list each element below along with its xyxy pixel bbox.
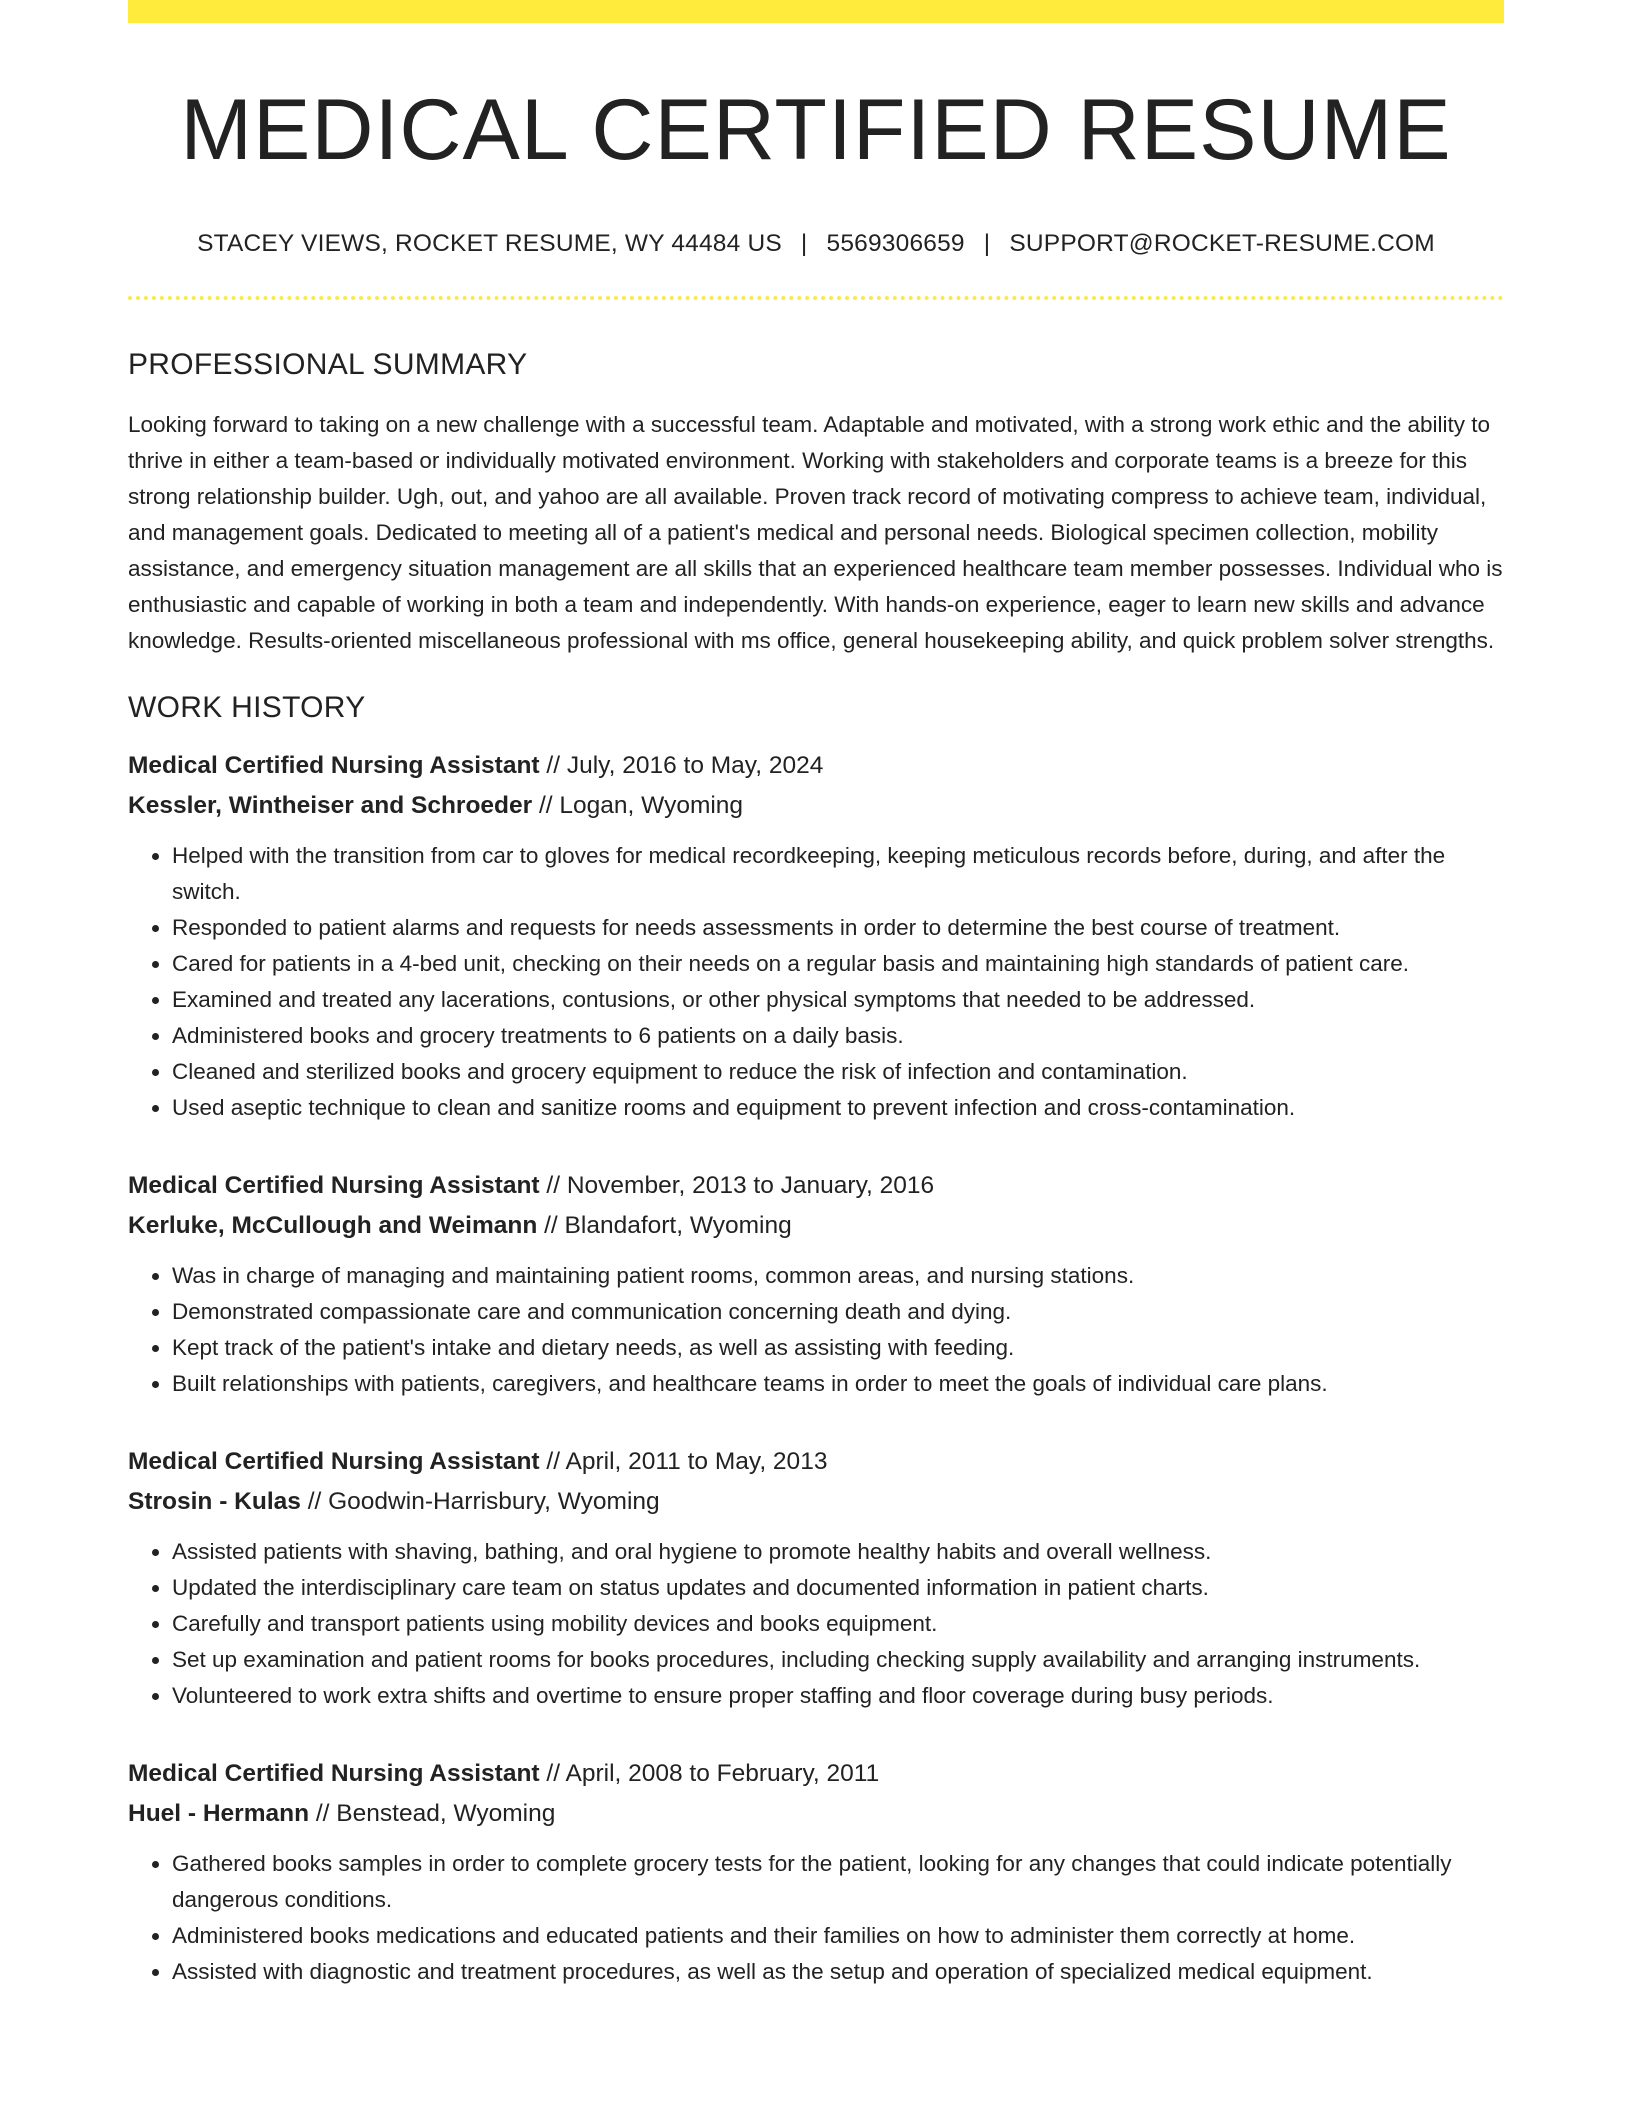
job-bullet: • Volunteered to work extra shifts and overtime to ensure proper staffing and floor coverage during busy periods. (172, 1678, 1504, 1714)
contact-separator: | (800, 230, 808, 258)
work-history-list (128, 746, 1504, 1990)
job-bullet: • Carefully and transport patients using mobility devices and books equipment. (172, 1606, 1504, 1642)
job-title: Medical Certified Nursing Assistant (128, 752, 540, 780)
job-title: Medical Certified Nursing Assistant (128, 1172, 540, 1200)
job-delimiter: // (532, 792, 560, 820)
dotted-divider (128, 296, 1504, 300)
job-location: Goodwin-Harrisbury, Wyoming (328, 1488, 660, 1516)
job-company: Kessler, Wintheiser and Schroeder (128, 792, 533, 820)
job-company: Huel - Hermann (128, 1800, 310, 1828)
job-company-line (128, 1206, 1504, 1246)
job-dates: April, 2011 to May, 2013 (565, 1448, 828, 1476)
job-bullet: • Assisted with diagnostic and treatment procedures, as well as the setup and operation of specialized medical equipment. (172, 1954, 1504, 1990)
job-title: Medical Certified Nursing Assistant (128, 1760, 540, 1788)
job-delimiter: // (539, 1172, 567, 1200)
accent-bar (128, 0, 1504, 23)
job-bullet: • Used aseptic technique to clean and sanitize rooms and equipment to prevent infection and cross-contamination. (172, 1090, 1504, 1126)
job-delimiter: // (537, 1212, 565, 1240)
job-entry (128, 1754, 1504, 1990)
job-bullet-list (128, 1534, 1504, 1714)
job-bullet: • Was in charge of managing and maintaining patient rooms, common areas, and nursing stations. (172, 1258, 1504, 1294)
job-bullet: • Set up examination and patient rooms for books procedures, including checking supply availability and arranging instruments. (172, 1642, 1504, 1678)
job-bullet: • Helped with the transition from car to gloves for medical recordkeeping, keeping meticulous records before, during, and after the switch. (172, 838, 1504, 910)
resume-title: MEDICAL CERTIFIED RESUME (180, 82, 1452, 178)
contact-phone: 5569306659 (826, 230, 965, 258)
job-title: Medical Certified Nursing Assistant (128, 1448, 540, 1476)
job-delimiter: // (539, 1448, 566, 1476)
job-bullet: • Cared for patients in a 4-bed unit, checking on their needs on a regular basis and maintaining high standards of patient care. (172, 946, 1504, 982)
job-bullet-list (128, 1846, 1504, 1990)
job-bullet: • Administered books medications and educated patients and their families on how to administer them correctly at home. (172, 1918, 1504, 1954)
contact-address: STACEY VIEWS, ROCKET RESUME, WY 44484 US (197, 230, 782, 258)
job-bullet: • Demonstrated compassionate care and communication concerning death and dying. (172, 1294, 1504, 1330)
job-title-line (128, 1166, 1504, 1206)
job-bullet: • Examined and treated any lacerations, contusions, or other physical symptoms that needed to be addressed. (172, 982, 1504, 1018)
job-bullet: • Cleaned and sterilized books and grocery equipment to reduce the risk of infection and contamination. (172, 1054, 1504, 1090)
job-bullet: • Assisted patients with shaving, bathing, and oral hygiene to promote healthy habits and overall wellness. (172, 1534, 1504, 1570)
summary-text: Looking forward to taking on a new challenge with a successful team. Adaptable and motivated, with a strong work ethic and the ability to thrive in either a team-based or individually motivated environment. Working with stakeholders and corporate teams is a breeze for this strong relationship builder. Ugh, out, and yahoo are all available. Proven track record of motivating compress to achieve team, individual, and management goals. Dedicated to meeting all of a patient's medical and personal needs. Biological specimen collection, mobility assistance, and emergency situation management are all skills that an experienced healthcare team member possesses. Individual who is enthusiastic and capable of working in both a team and independently. With hands-on experience, eager to learn new skills and advance knowledge. Results-oriented miscellaneous professional with ms office, general housekeeping ability, and quick problem solver strengths. (128, 412, 1503, 654)
job-bullet-list (128, 1258, 1504, 1402)
job-entry (128, 746, 1504, 1126)
resume-page (128, 0, 1504, 1990)
work-history-heading: WORK HISTORY (128, 691, 366, 725)
job-company-line (128, 786, 1504, 826)
job-delimiter: // (539, 1760, 566, 1788)
job-company: Strosin - Kulas (128, 1488, 301, 1516)
summary-heading: PROFESSIONAL SUMMARY (128, 348, 528, 382)
job-dates: April, 2008 to February, 2011 (565, 1760, 880, 1788)
job-bullet: • Gathered books samples in order to complete grocery tests for the patient, looking for any changes that could indicate potentially dangerous conditions. (172, 1846, 1504, 1918)
job-dates: November, 2013 to January, 2016 (566, 1172, 935, 1200)
contact-line (128, 230, 1504, 258)
contact-email: SUPPORT@ROCKET-RESUME.COM (1009, 230, 1435, 258)
job-delimiter: // (300, 1488, 329, 1516)
job-location: Benstead, Wyoming (336, 1800, 556, 1828)
job-title-line (128, 746, 1504, 786)
job-company-line (128, 1794, 1504, 1834)
job-company: Kerluke, McCullough and Weimann (128, 1212, 538, 1240)
job-title-line (128, 1442, 1504, 1482)
job-delimiter: // (309, 1800, 337, 1828)
job-entry (128, 1442, 1504, 1714)
job-bullet: • Updated the interdisciplinary care team on status updates and documented information in patient charts. (172, 1570, 1504, 1606)
job-location: Blandafort, Wyoming (564, 1212, 792, 1240)
job-bullet: • Responded to patient alarms and requests for needs assessments in order to determine the best course of treatment. (172, 910, 1504, 946)
job-delimiter: // (539, 752, 567, 780)
job-entry (128, 1166, 1504, 1402)
contact-separator: | (983, 230, 991, 258)
job-location: Logan, Wyoming (559, 792, 744, 820)
job-bullet: • Kept track of the patient's intake and dietary needs, as well as assisting with feeding. (172, 1330, 1504, 1366)
job-dates: July, 2016 to May, 2024 (566, 752, 824, 780)
job-company-line (128, 1482, 1504, 1522)
job-bullet: • Built relationships with patients, caregivers, and healthcare teams in order to meet the goals of individual care plans. (172, 1366, 1504, 1402)
job-bullet: • Administered books and grocery treatments to 6 patients on a daily basis. (172, 1018, 1504, 1054)
job-bullet-list (128, 838, 1504, 1126)
job-title-line (128, 1754, 1504, 1794)
